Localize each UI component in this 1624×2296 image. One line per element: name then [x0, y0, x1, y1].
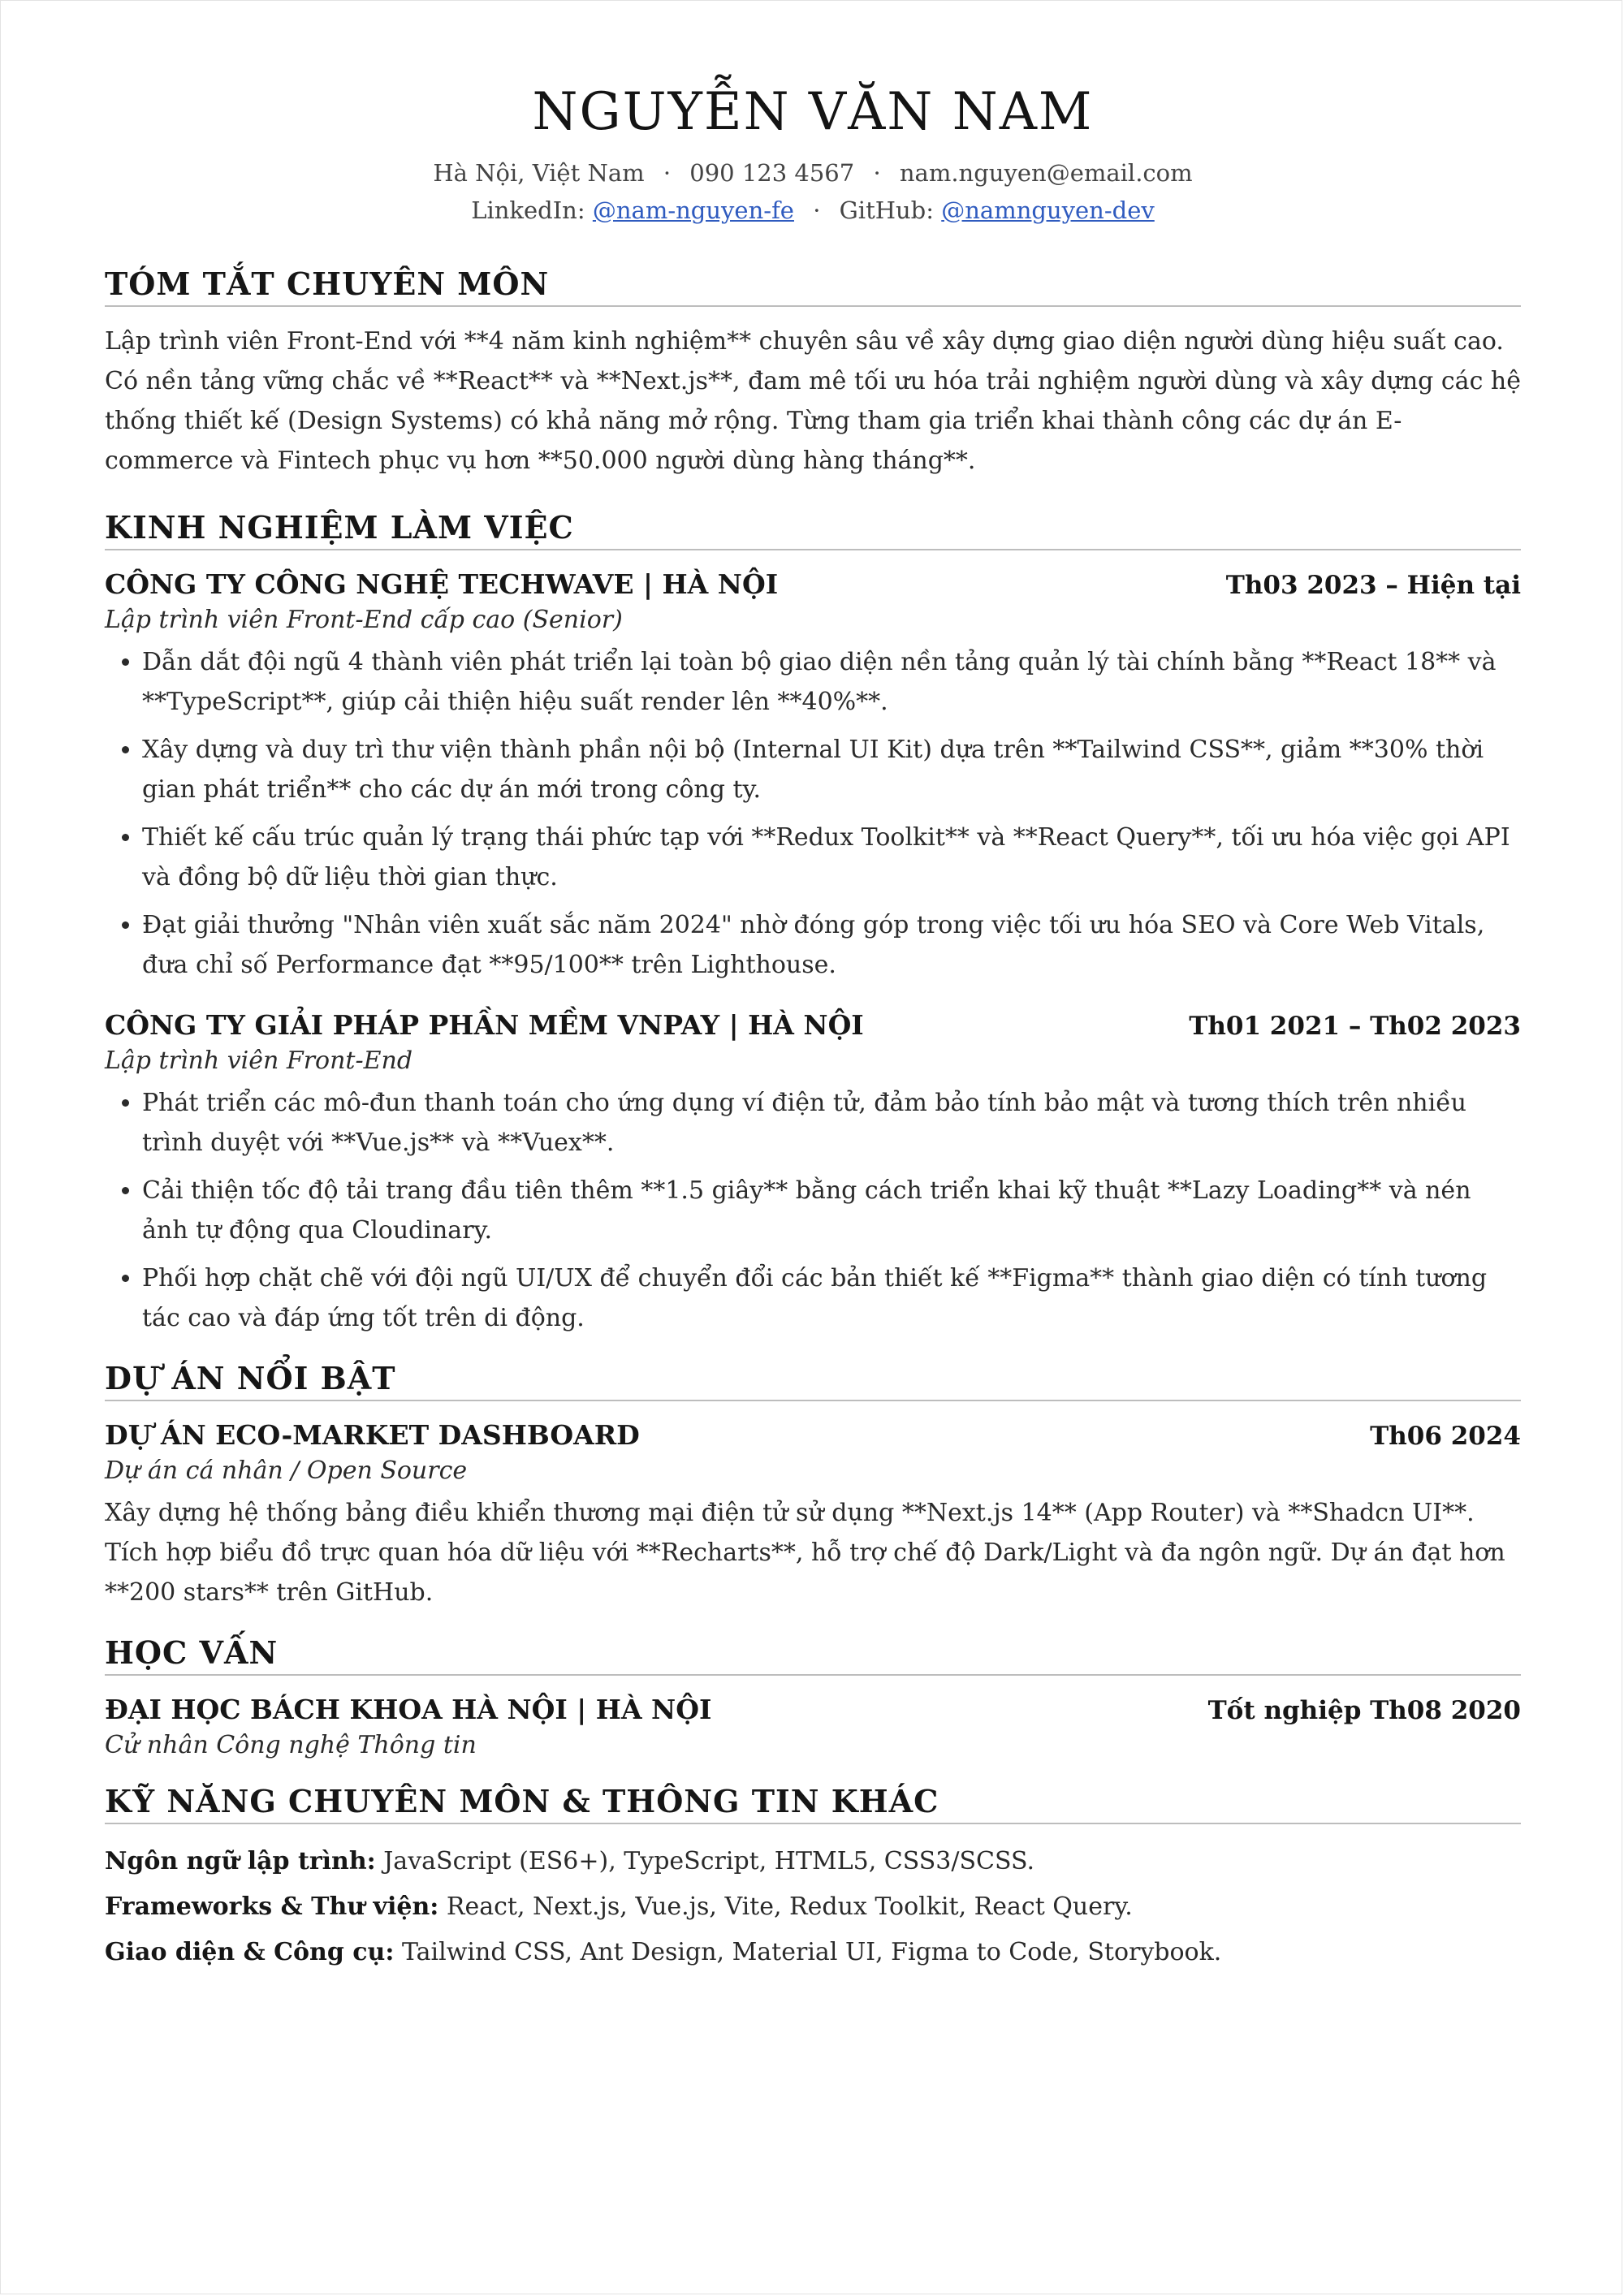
- bullet-item: • Dẫn dắt đội ngũ 4 thành viên phát triển lại toàn bộ giao diện nền tảng quản lý tài chính bằng **React 18** và **TypeScript**, giúp cải thiện hiệu suất render lên **40%**.: [142, 642, 1521, 722]
- project-header: [105, 1416, 1521, 1456]
- education-section: [105, 1634, 1521, 1761]
- job-date: Th01 2021 – Th02 2023: [1189, 1012, 1521, 1041]
- education-entry: [105, 1690, 1521, 1761]
- separator: ·: [873, 159, 881, 187]
- resume-header: [105, 78, 1521, 229]
- email: nam.nguyen@email.com: [899, 159, 1193, 187]
- bullet-item: • Cải thiện tốc độ tải trang đầu tiên thêm **1.5 giây** bằng cách triển khai kỹ thuật **Lazy Loading** và nén ảnh tự động qua Cloudinary.: [142, 1171, 1521, 1250]
- contact-line-2: [105, 192, 1521, 229]
- linkedin-label: LinkedIn:: [471, 196, 585, 224]
- skill-label: Frameworks & Thư viện:: [105, 1892, 439, 1921]
- project-entry: [105, 1416, 1521, 1612]
- job-bullets: [105, 642, 1521, 985]
- skill-label: Ngôn ngữ lập trình:: [105, 1847, 376, 1875]
- bullet-item: • Thiết kế cấu trúc quản lý trạng thái phức tạp với **Redux Toolkit** và **React Query**, tối ưu hóa việc gọi API và đồng bộ dữ liệu thời gian thực.: [142, 818, 1521, 897]
- skills-section: [105, 1782, 1521, 1975]
- skill-label: Giao diện & Công cụ:: [105, 1938, 395, 1966]
- project-date: Th06 2024: [1370, 1422, 1521, 1451]
- project-text: Xây dựng hệ thống bảng điều khiển thương mại điện tử sử dụng **Next.js 14** (App Router) và **Shadcn UI**. Tích hợp biểu đồ trực quan hóa dữ liệu với **Recharts**, hỗ trợ chế độ Dark/Light và đa ngôn ngữ. Dự án đạt hơn **200 stars** trên GitHub.: [105, 1499, 1505, 1607]
- job-entry: [105, 1006, 1521, 1338]
- section-title: KỸ NĂNG CHUYÊN MÔN & THÔNG TIN KHÁC: [105, 1782, 1521, 1824]
- skill-row: [105, 1884, 1521, 1930]
- graduation-date: Tốt nghiệp Th08 2020: [1207, 1696, 1521, 1725]
- summary-section: [105, 265, 1521, 481]
- job-company: CÔNG TY GIẢI PHÁP PHẦN MỀM VNPAY | HÀ NỘI: [105, 1009, 864, 1041]
- candidate-name: NGUYỄN VĂN NAM: [532, 82, 1094, 142]
- skill-row: [105, 1930, 1521, 1975]
- skill-value: React, Next.js, Vue.js, Vite, Redux Toolkit, React Query.: [446, 1892, 1133, 1921]
- skill-value: Tailwind CSS, Ant Design, Material UI, Figma to Code, Storybook.: [401, 1938, 1222, 1966]
- skill-row: [105, 1839, 1521, 1884]
- job-date: Th03 2023 – Hiện tại: [1225, 571, 1521, 600]
- project-role: Dự án cá nhân / Open Source: [105, 1457, 468, 1485]
- job-role: Lập trình viên Front-End: [105, 1047, 413, 1075]
- education-header: [105, 1690, 1521, 1730]
- job-entry: [105, 565, 1521, 985]
- bullet-item: • Phối hợp chặt chẽ với đội ngũ UI/UX để chuyển đổi các bản thiết kế **Figma** thành giao diện có tính tương tác cao và đáp ứng tốt trên di động.: [142, 1258, 1521, 1338]
- location: Hà Nội, Việt Nam: [433, 159, 645, 187]
- separator: ·: [813, 196, 821, 224]
- resume-content: [105, 78, 1521, 1975]
- section-title: TÓM TẮT CHUYÊN MÔN: [105, 265, 1521, 307]
- job-bullets: [105, 1083, 1521, 1338]
- job-header: [105, 565, 1521, 605]
- bullet-item: • Phát triển các mô-đun thanh toán cho ứng dụng ví điện tử, đảm bảo tính bảo mật và tương thích trên nhiều trình duyệt với **Vue.js** và **Vuex**.: [142, 1083, 1521, 1163]
- projects-section: [105, 1359, 1521, 1612]
- job-header: [105, 1006, 1521, 1046]
- linkedin-link[interactable]: @nam-nguyen-fe: [592, 196, 794, 224]
- summary-text: Lập trình viên Front-End với **4 năm kinh nghiệm** chuyên sâu về xây dựng giao diện người dùng hiệu suất cao. Có nền tảng vững chắc về **React** và **Next.js**, đam mê tối ưu hóa trải nghiệm người dùng và xây dựng các hệ thống thiết kế (Design Systems) có khả năng mở rộng. Từng tham gia triển khai thành công các dự án E-commerce và Fintech phục vụ hơn **50.000 người dùng hàng tháng**.: [105, 327, 1521, 475]
- phone: 090 123 4567: [689, 159, 855, 187]
- school-name: ĐẠI HỌC BÁCH KHOA HÀ NỘI | HÀ NỘI: [105, 1694, 712, 1725]
- section-title: KINH NGHIỆM LÀM VIỆC: [105, 508, 1521, 550]
- github-label: GitHub:: [839, 196, 935, 224]
- section-title: HỌC VẤN: [105, 1634, 1521, 1676]
- job-role: Lập trình viên Front-End cấp cao (Senior): [105, 606, 623, 634]
- degree: Cử nhân Công nghệ Thông tin: [105, 1731, 477, 1759]
- experience-section: [105, 508, 1521, 1338]
- section-title: DỰ ÁN NỔI BẬT: [105, 1359, 1521, 1401]
- bullet-item: • Đạt giải thưởng "Nhân viên xuất sắc năm 2024" nhờ đóng góp trong việc tối ưu hóa SEO và Core Web Vitals, đưa chỉ số Performance đạt **95/100** trên Lighthouse.: [142, 905, 1521, 985]
- job-company: CÔNG TY CÔNG NGHỆ TECHWAVE | HÀ NỘI: [105, 568, 779, 600]
- bullet-item: • Xây dựng và duy trì thư viện thành phần nội bộ (Internal UI Kit) dựa trên **Tailwind CSS**, giảm **30% thời gian phát triển** cho các dự án mới trong công ty.: [142, 730, 1521, 809]
- skill-value: JavaScript (ES6+), TypeScript, HTML5, CSS3/SCSS.: [383, 1847, 1035, 1875]
- github-link[interactable]: @namnguyen-dev: [941, 196, 1155, 224]
- project-name: DỰ ÁN ECO-MARKET DASHBOARD: [105, 1419, 640, 1451]
- contact-line-1: [105, 154, 1521, 192]
- separator: ·: [663, 159, 672, 187]
